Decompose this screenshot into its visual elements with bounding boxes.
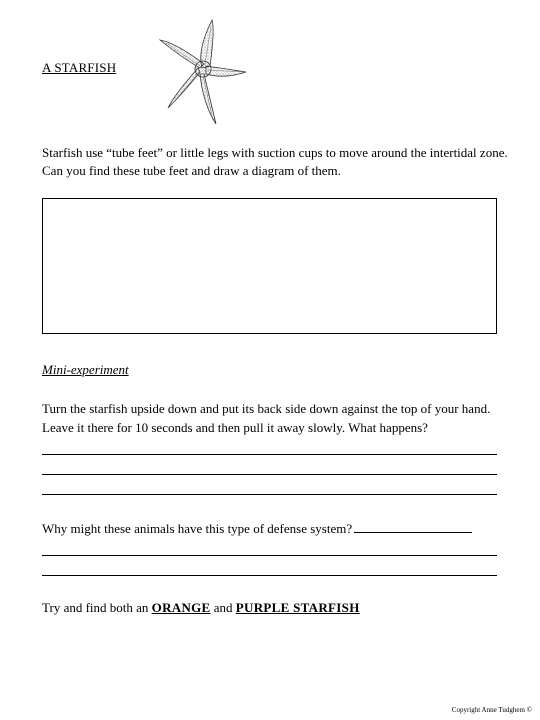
- find-middle: and: [210, 600, 236, 615]
- starfish-icon: [150, 16, 250, 128]
- mini-experiment-heading: Mini-experiment: [42, 362, 129, 377]
- worksheet-title: A STARFISH: [42, 60, 117, 75]
- find-prefix: Try and find both an: [42, 600, 152, 615]
- defense-question: [42, 520, 472, 537]
- answer-line[interactable]: [42, 454, 497, 455]
- answer-line[interactable]: [42, 494, 497, 495]
- experiment-instructions: Turn the starfish upside down and put its back side down against the top of your hand. Leave it there for 10 seconds and then pull it away slowly. What happens?: [42, 401, 491, 435]
- answer-line[interactable]: [42, 555, 497, 556]
- answer-blank[interactable]: [354, 520, 472, 533]
- intro-paragraph: Starfish use “tube feet” or little legs with suction cups to move around the intertidal zone. Can you find these tube feet and draw a diagram of them.: [42, 145, 508, 178]
- defense-question-text: Why might these animals have this type of defense system?: [42, 521, 353, 536]
- answer-line[interactable]: [42, 575, 497, 576]
- orange-label: ORANGE: [151, 600, 211, 615]
- answer-line[interactable]: [42, 474, 497, 475]
- copyright-notice: Copyright Anne Tudghem ©: [451, 706, 532, 714]
- find-starfish-line: [42, 600, 360, 616]
- purple-starfish-label: PURPLE STARFISH: [235, 600, 360, 615]
- diagram-drawing-box[interactable]: [42, 198, 497, 334]
